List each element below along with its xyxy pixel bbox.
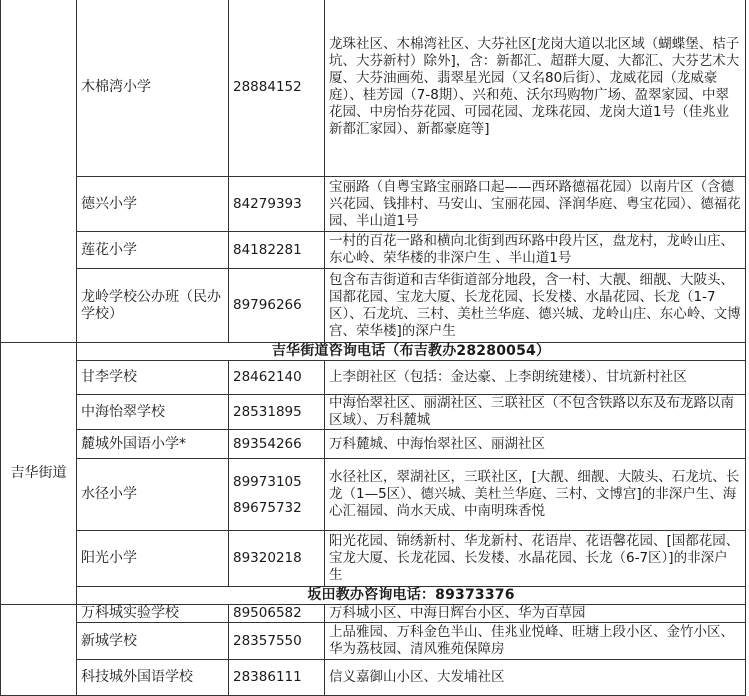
school-phone: 28531895 [229,395,325,430]
school-name: 麓城外国语小学* [77,430,229,459]
school-name: 中海怡翠学校 [77,395,229,430]
school-name: 科技城外国语学校 [77,660,229,696]
enrollment-area: 中海怡翠社区、丽湖社区、三联社区（不包含铁路以东及布龙路以南区域）、万科麓城 [325,395,746,430]
table-row [1,660,746,696]
enrollment-area: 包含布吉街道和吉华街道部分地段，含一村、大靓、细靓、大陂头、国都花园、宝龙大厦、长龙花园、长发楼、水晶花园、长龙（1-7区）、石龙坑、三村、美杜兰华庭、德兴城、龙岭山庄、东心岭、文博宫、荣华楼]的深户生 [325,269,746,343]
school-name: 万科城实验学校 [77,605,229,623]
school-phone: 89796266 [229,269,325,343]
section-header-row [1,587,746,605]
school-phone: 89506582 [229,605,325,623]
section-header: 坂田教办咨询电话：89373376 [77,587,746,605]
section-header: 吉华街道咨询电话（布吉教办28280054） [77,343,746,361]
enrollment-area: 上品雅园、万科金色半山、佳兆业悦峰、旺塘上段小区、金竹小区、华为荔枝园、清风雅苑保障房 [325,623,746,660]
school-name: 德兴小学 [77,177,229,232]
school-phone: 89320218 [229,531,325,587]
phone-line: 89973105 [233,473,302,490]
enrollment-area: 一村的百花一路和横向北街到西环路中段片区，盘龙村，龙岭山庄、东心岭、荣华楼的非深户生 、半山道1号 [325,232,746,269]
table-row [1,269,746,343]
section-header-row [1,343,746,361]
school-phone: 28386111 [229,660,325,696]
table-row [1,361,746,395]
table-row [1,0,746,177]
enrollment-area: 万科城小区、中海日辉台小区、华为百草园 [325,605,746,623]
district-cell [1,605,77,696]
school-name: 阳光小学 [77,531,229,587]
school-name: 莲花小学 [77,232,229,269]
school-phone: 28462140 [229,361,325,395]
enrollment-area: 龙珠社区、木棉湾社区、大芬社区[龙岗大道以北区域（蝴蝶堡、桔子坑、大芬新村）除外]，含：新都汇、超群大厦、大都汇、大芬艺术大厦、大芬油画苑、翡翠星光园（又名80后街）、龙威花园（龙威豪庭）、桂芳园（7-8期）、兴和苑、沃尔玛购物广场、盈翠家园、中翠花园、中房怡芬花园、可园花园、龙珠花园、龙岗大道1号（佳兆业新都汇家园）、新都豪庭等] [325,0,746,177]
school-name: 新城学校 [77,623,229,660]
district-cell: 吉华街道 [1,343,77,605]
school-name: 龙岭学校公办班（民办学校） [77,269,229,343]
table-row [1,430,746,459]
school-phone [229,459,325,531]
phone-line: 89675732 [233,499,302,516]
school-phone: 89354266 [229,430,325,459]
enrollment-area: 信义嘉御山小区、大发埔社区 [325,660,746,696]
school-name: 水径小学 [77,459,229,531]
district-cell [1,0,77,343]
enrollment-area: 上李朗社区（包括：金达豪、上李朗统建楼）、甘坑新村社区 [325,361,746,395]
school-phone: 84279393 [229,177,325,232]
table-row [1,531,746,587]
school-phone: 28884152 [229,0,325,177]
table-row [1,395,746,430]
enrollment-area: 水径社区，翠湖社区，三联社区，[大靓、细靓、大陂头、石龙坑、长龙（1—5区）、德兴城、美杜兰华庭、三村、文博宫]的非深户生、海心汇福园、尚水天成、中南明珠香悦 [325,459,746,531]
table-row [1,232,746,269]
school-name: 甘李学校 [77,361,229,395]
enrollment-area: 万科麓城、中海怡翠社区、丽湖社区 [325,430,746,459]
table-row [1,605,746,623]
table-row [1,459,746,531]
school-name: 木棉湾小学 [77,0,229,177]
enrollment-area: 宝丽路（自粤宝路宝丽路口起——西环路德福花园）以南片区（含德兴花园、钱排村、马安山、宝丽花园、泽润华庭、粤宝花园）、德福花园、半山道1号 [325,177,746,232]
enrollment-area: 阳光花园、锦绣新村、华龙新村、花语岸、花语馨花园、[国都花园、宝龙大厦、长龙花园、长发楼、水晶花园、长龙（6-7区）]的非深户生 [325,531,746,587]
table-row [1,177,746,232]
school-phone: 28357550 [229,623,325,660]
school-phone: 84182281 [229,232,325,269]
